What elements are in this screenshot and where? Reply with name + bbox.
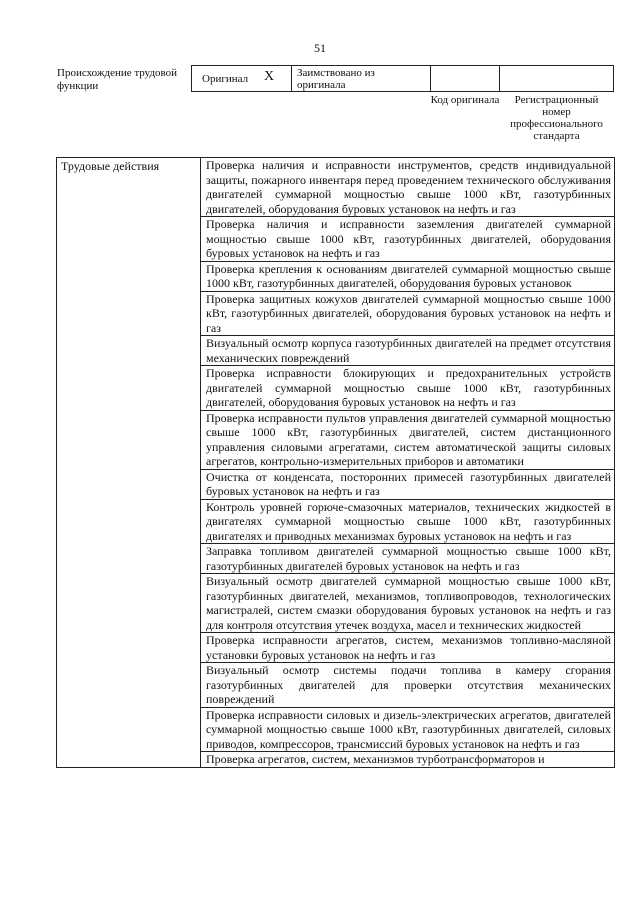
action-cell: Проверка наличия и исправности заземления двигателей суммарной мощностью свыше 1000 кВт, газотурбинных двигателей, оборудования буровых установок на нефть и газ [201,217,615,262]
action-cell: Проверка исправности блокирующих и предохранительных устройств двигателей суммарной мощностью свыше 1000 кВт, газотурбинных двигателей, оборудования буровых установок на нефть и газ [201,366,615,411]
action-cell: Проверка исправности агрегатов, систем, механизмов топливно-масляной установки буровых установок на нефть и газ [201,633,615,663]
original-label: Оригинал [202,73,249,85]
action-cell: Проверка исправности силовых и дизель-электрических агрегатов, двигателей суммарной мощностью свыше 1000 кВт, газотурбинных двигателей, силовых приводов, компрессоров, трансмиссий буровых установок на нефть и газ [201,707,615,752]
labor-actions-table [56,157,615,768]
original-mark: X [264,69,275,84]
borrowed-label: Заимствовано из оригинала [297,67,375,91]
action-cell: Визуальный осмотр системы подачи топлива в камеру сгорания газотурбинных двигателей для проверки отсутствия механических повреждений [201,663,615,708]
borrowed-box [291,65,431,92]
action-cell: Проверка агрегатов, систем, механизмов турботрансформаторов и [201,752,615,768]
action-cell: Проверка крепления к основаниям двигателей суммарной мощностью свыше 1000 кВт, газотурбинных двигателей, оборудования буровых установок [201,261,615,291]
action-cell: Визуальный осмотр корпуса газотурбинных двигателей на предмет отсутствия механических повреждений [201,336,615,366]
action-cell: Проверка наличия и исправности инструментов, средств индивидуальной защиты, пожарного инвентаря перед проведением технического обслуживания двигателей суммарной мощностью свыше 1000 кВт, газотурбинных двигателей, оборудования буровых установок на нефть и газ [201,158,615,217]
code-original-caption: Код оригинала [430,94,500,106]
action-cell: Проверка исправности пультов управления двигателей суммарной мощностью свыше 1000 кВт, газотурбинных двигателей, систем дистанционного управления силовыми агрегатами, систем автоматической защиты силовых агрегатов, контрольно-измерительных приборов и автоматики [201,410,615,469]
page-number: 51 [314,41,326,55]
original-box [191,65,292,92]
action-cell: Контроль уровней горюче-смазочных материалов, технических жидкостей в двигателях суммарной мощностью свыше 1000 кВт, газотурбинных двигателях и приводных механизмах буровых установок на нефть и газ [201,499,615,544]
origin-label: Происхождение трудовой функции [57,67,178,92]
code-original-box [430,65,500,92]
action-cell: Проверка защитных кожухов двигателей суммарной мощностью свыше 1000 кВт, газотурбинных двигателей, оборудования буровых установок на нефть и газ [201,291,615,336]
reg-number-caption: Регистрационный номер профессионального стандарта [510,94,603,142]
reg-number-box [499,65,614,92]
action-cell: Заправка топливом двигателей суммарной мощностью свыше 1000 кВт, газотурбинных двигателей буровых установок на нефть и газ [201,544,615,574]
action-cell: Визуальный осмотр двигателей суммарной мощностью свыше 1000 кВт, газотурбинных двигателей, механизмов, топливопроводов, технологических магистралей, систем смазки оборудования буровых установок на нефть и газ для контроля отсутствия утечек воздуха, масел и технических жидкостей [201,574,615,633]
section-label: Трудовые действия [57,158,201,768]
action-cell: Очистка от конденсата, посторонних примесей газотурбинных двигателей буровых установок на нефть и газ [201,469,615,499]
